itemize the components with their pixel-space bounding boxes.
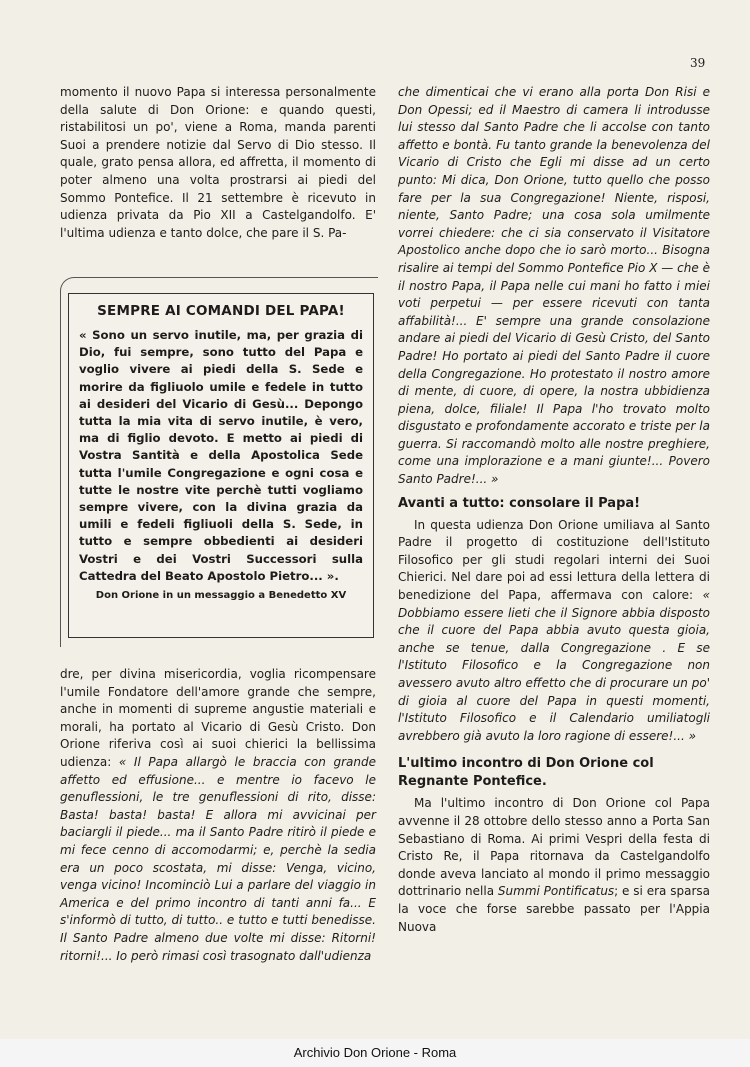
quote-body: « Sono un servo inutile, ma, per grazia di Dio, fui sempre, sono tutto del Papa e voglio vivere ai piedi della S. Sede e morire da figliuolo umile e fedele in tutto ai desideri del Vicario di Gesù... Depongo tutta la mia vita di servo inutile, è vero, ma di figlio devoto. E metto ai piedi di Vostra Santità e della Apostolica Sede tutta l'umile Congregazione e ogni cosa e tutte le nostre vite perchè tutti vogliamo sempre vivere, con la divina grazia da umili e fedeli figliuoli della S. Sede, in tutto e sempre obbedienti ai desideri Vostri e dei Vostri Successori sulla Cattedra del Beato Apostolo Pietro... ».	[79, 328, 363, 583]
right-paragraph-3-text-b: ; e si era sparsa la voce che forse sarebbe passato per l'Appia Nuova	[398, 884, 710, 934]
left-column-bottom	[60, 666, 376, 965]
quote-attribution: Don Orione in un messaggio a Benedetto XV	[95, 590, 347, 602]
right-paragraph-3-text-a: Ma l'ultimo incontro di Don Orione col Papa avvenne il 28 ottobre dello stesso anno a Porta San Sebastiano di Roma. Ai primi Vespri della festa di Cristo Re, il Papa ritornava da Castelgandolfo donde aveva lanciato al mondo il primo messaggio dottrinario nella	[398, 796, 710, 899]
page-number: 39	[690, 56, 706, 70]
quote-inner	[68, 293, 374, 638]
left-paragraph-2	[60, 666, 376, 965]
right-paragraph-2-quote: « Dobbiamo essere lieti che il Signore abbia disposto che il cuore del Papa abbia avuto questa gioia, anche se tenue, dalla Congregazione . E se l'Istituto Filosofico e la Congregazione non avessero avuto altro effetto che di procurare un po' di gioia al cuore del Papa in questi momenti, l'Istituto Filosofico e il Calendario umiliatogli avrebbero già avuto la loro ragione di essere!... »	[398, 588, 710, 743]
left-paragraph-1: momento il nuovo Papa si interessa personalmente della salute di Don Orione: e quando questi, ristabilitosi un po', viene a Roma, manda parenti Suoi a prendere notizie dal Servo di Dio stesso. Il quale, grato pensa allora, ed affretta, il momento di poter almeno una volta prostrarsi ai piedi del Sommo Pontefice. Il 21 settembre è ricevuto in udienza privata da Pio XII a Castelgandolfo. E' l'ultima udienza e tanto dolce, che pare il S. Pa-	[60, 85, 376, 240]
right-paragraph-2-text: In questa udienza Don Orione umiliava al Santo Padre il progetto di costituzione dell'Istituto Filosofico per gli studi regolari interni dei Suoi Chierici. Nel dare poi ad essi lettura della lettera di benedizione del Papa, affermava con calore:	[398, 517, 710, 603]
left-paragraph-2-text: dre, per divina misericordia, voglia ricompensare l'umile Fondatore dell'amore grande che sempre, anche in momenti di supreme angustie materiali e morali, ha portato al Vicario di Gesù Cristo. Don Orione riferiva così ai suoi chierici la bellissima udienza:	[60, 667, 376, 769]
quote-box	[60, 277, 378, 647]
section-heading-ultimo-incontro: L'ultimo incontro di Don Orione col Regnante Pontefice.	[398, 756, 654, 790]
archive-footer: Archivio Don Orione - Roma	[0, 1039, 750, 1067]
right-paragraph-1: che dimenticai che vi erano alla porta Don Risi e Don Opessi; ed il Maestro di camera li introdusse lui stesso dal Santo Padre che li accolse con tanto affetto e bontà. Fu tanto grande la benevolenza del Vicario di Cristo che Egli mi disse ad un certo punto: Mi dica, Don Orione, tutto quello che posso fare per la sua Congregazione! Niente, risposi, niente, Santo Padre; una cosa sola umilmente vorrei chiedere: che ci sia conservato il Visitatore Apostolico anche dopo che io sarò morto... Bisogna risalire ai tempi del Sommo Pontefice Pio X — che è il nostro Papa, il Papa nelle cui mani ho fatto i miei voti perpetui — per essere ricevuti con tanta affabilità!... E' sempre una grande consolazione andare ai piedi del Vicario di Gesù Cristo, del Santo Padre! Ho portato ai piedi del Santo Padre il cuore della Congregazione. Ho protestato il nostro amore di mente, di cuore, di opere, la nostra ubbidienza piena, dolce, filiale! Il Papa l'ho trovato molto disgustato e profondamente accorato e triste per la guerra. Si raccomandò molto alle nostre preghiere, come una implorazione e a mani giunte!... Povero Santo Padre!... »	[398, 85, 710, 487]
quote-title: SEMPRE AI COMANDI DEL PAPA!	[97, 303, 345, 319]
section-heading-consolare: Avanti a tutto: consolare il Papa!	[398, 495, 641, 511]
left-column-top	[60, 84, 376, 242]
right-column	[398, 84, 710, 936]
encyclical-title: Summi Pontificatus	[497, 884, 615, 899]
right-paragraph-2	[398, 517, 710, 746]
left-paragraph-2-quote: « Il Papa allargò le braccia con grande affetto ed effusione... e mentre io facevo le genuflessioni, le tre genuflessioni di rito, disse: Basta! basta! basta! E allora mi avvicinai per baciargli il piede... ma il Santo Padre ritirò il piede e mi fece cenno di accomodarmi; e, perchè la sedia era un poco scostata, mi disse: Venga, vicino, venga vicino! Incominciò Lui a parlare del viaggio in America e del primo incontro di tanti anni fa... E s'informò di tutto, di tutto.. e tutto e tutti benedisse. Il Santo Padre almeno due volte mi disse: Ritorni! ritorni!... Io però rimasi così trasognato dall'udienza	[60, 754, 376, 963]
right-paragraph-3	[398, 795, 710, 936]
